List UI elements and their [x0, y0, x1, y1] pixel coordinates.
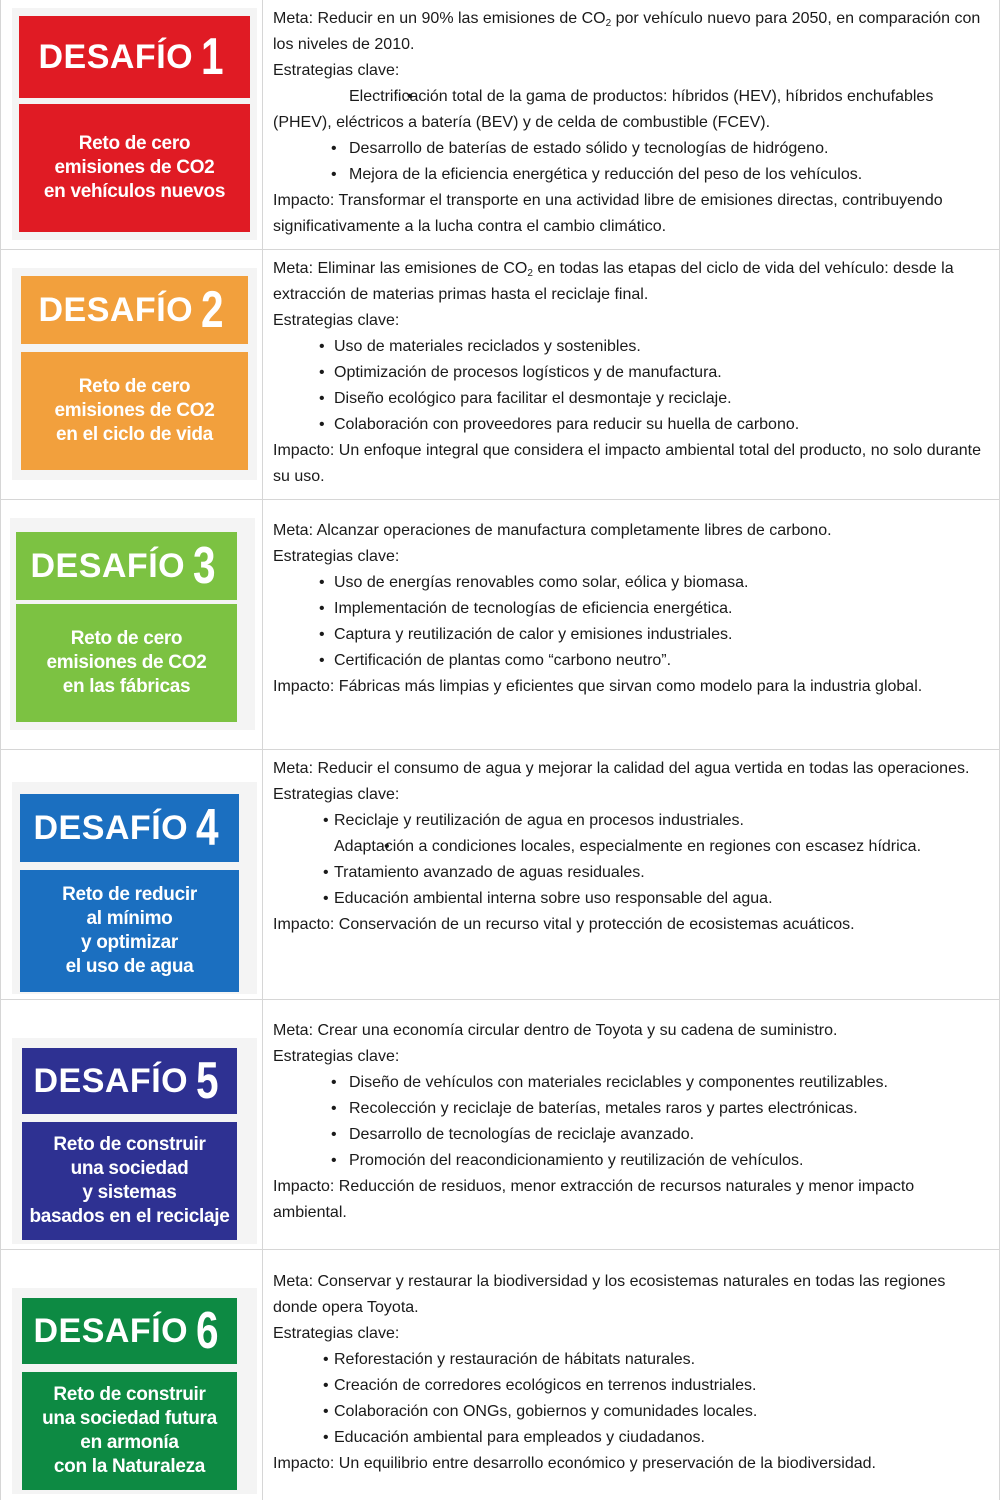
- badge-number: 5: [196, 1052, 220, 1110]
- badge-word: DESAFÍO: [30, 546, 186, 585]
- challenge-row-3: [1, 500, 1000, 750]
- challenge-description: [273, 256, 981, 499]
- challenge-description: [273, 1269, 981, 1500]
- strategy-item: • Implementación de tecnologías de eficiencia energética.: [273, 596, 981, 622]
- impact-text: Impacto: Conservación de un recurso vital y protección de ecosistemas acuáticos.: [273, 916, 855, 933]
- strategy-item: • Uso de energías renovables como solar, eólica y biomasa.: [273, 570, 981, 596]
- strategies-label: Estrategias clave:: [273, 312, 400, 329]
- strategy-item: • Promoción del reacondicionamiento y reutilización de vehículos.: [273, 1148, 981, 1174]
- strategies-list: [273, 1070, 981, 1174]
- badge-subtitle: Reto de construir una sociedad futura en armonía con la Naturaleza: [22, 1372, 237, 1490]
- strategy-item: • Certificación de plantas como “carbono neutro”.: [273, 648, 981, 674]
- strategies-label: Estrategias clave:: [273, 548, 400, 565]
- strategies-list: [273, 808, 981, 912]
- strategy-item: • Desarrollo de tecnologías de reciclaje avanzado.: [273, 1122, 981, 1148]
- strategies-list: [273, 84, 981, 188]
- badge-number: 4: [196, 799, 220, 857]
- impact-text: Impacto: Un enfoque integral que considera el impacto ambiental total del producto, no solo durante su uso.: [273, 442, 981, 485]
- strategies-label: Estrategias clave:: [273, 786, 400, 803]
- challenge-badge-cell: [1, 500, 263, 749]
- badge-word: DESAFÍO: [33, 1311, 189, 1350]
- strategies-label: Estrategias clave:: [273, 62, 400, 79]
- badge-title: [22, 1298, 237, 1364]
- badge-subtitle: Reto de cero emisiones de CO2 en el ciclo de vida: [21, 352, 248, 470]
- challenge-badge: [10, 518, 255, 730]
- badge-word: DESAFÍO: [33, 808, 189, 847]
- challenge-badge: [12, 782, 257, 994]
- strategy-item: • Colaboración con proveedores para reducir su huella de carbono.: [273, 412, 981, 438]
- strategy-item: • Diseño ecológico para facilitar el desmontaje y reciclaje.: [273, 386, 981, 412]
- badge-subtitle: Reto de reducir al mínimo y optimizar el uso de agua: [20, 870, 239, 992]
- badge-number: 3: [193, 537, 217, 595]
- impact-text: Impacto: Un equilibrio entre desarrollo económico y preservación de la biodiversidad.: [273, 1455, 876, 1472]
- challenge-row-5: [1, 1000, 1000, 1250]
- strategy-item: • Recolección y reciclaje de baterías, metales raros y partes electrónicas.: [273, 1096, 981, 1122]
- strategies-label: Estrategias clave:: [273, 1325, 400, 1342]
- goal-text: Meta: Crear una economía circular dentro de Toyota y su cadena de suministro.: [273, 1022, 838, 1039]
- strategy-item: • Creación de corredores ecológicos en terrenos industriales.: [273, 1373, 981, 1399]
- badge-title: [16, 532, 237, 600]
- strategy-item: • Reforestación y restauración de hábitats naturales.: [273, 1347, 981, 1373]
- badge-number: 6: [196, 1302, 220, 1360]
- challenge-badge: [12, 268, 257, 480]
- badge-title: [21, 276, 248, 344]
- badge-title: [22, 1048, 237, 1114]
- challenge-badge: [12, 8, 257, 240]
- challenge-row-2: [1, 250, 1000, 500]
- strategy-item: • Optimización de procesos logísticos y de manufactura.: [273, 360, 981, 386]
- challenge-badge-cell: [1, 1250, 263, 1500]
- challenge-badge: [12, 1038, 257, 1244]
- badge-number: 2: [201, 281, 225, 339]
- challenge-badge: [12, 1288, 257, 1494]
- strategy-item: • Reciclaje y reutilización de agua en procesos industriales.: [273, 808, 981, 834]
- challenge-badge-cell: [1, 250, 263, 499]
- challenge-badge-cell: [1, 1000, 263, 1249]
- badge-title: [19, 16, 250, 98]
- strategy-item: • Diseño de vehículos con materiales reciclables y componentes reutilizables.: [273, 1070, 981, 1096]
- strategy-item: • Desarrollo de baterías de estado sólido y tecnologías de hidrógeno.: [273, 136, 981, 162]
- challenge-badge-cell: [1, 750, 263, 999]
- challenge-row-4: [1, 750, 1000, 1000]
- impact-text: Impacto: Reducción de residuos, menor extracción de recursos naturales y menor impacto ambiental.: [273, 1178, 915, 1221]
- strategies-label: Estrategias clave:: [273, 1048, 400, 1065]
- strategy-item: • Colaboración con ONGs, gobiernos y comunidades locales.: [273, 1399, 981, 1425]
- strategy-item: • Educación ambiental interna sobre uso responsable del agua.: [273, 886, 981, 912]
- strategy-item: • Electrificación total de la gama de productos: híbridos (HEV), híbridos enchufables (PHEV), eléctricos a batería (BEV) y de celda de combustible (FCEV).: [273, 84, 981, 136]
- challenge-description: [273, 6, 981, 249]
- badge-word: DESAFÍO: [38, 290, 194, 329]
- challenge-row-1: [1, 0, 1000, 250]
- challenge-description: [273, 1018, 981, 1249]
- strategies-list: [273, 1347, 981, 1451]
- badge-subtitle: Reto de cero emisiones de CO2 en las fábricas: [16, 604, 237, 722]
- badge-subtitle: Reto de cero emisiones de CO2 en vehículos nuevos: [19, 104, 250, 232]
- strategy-item: • Educación ambiental para empleados y ciudadanos.: [273, 1425, 981, 1451]
- strategy-item: • Mejora de la eficiencia energética y reducción del peso de los vehículos.: [273, 162, 981, 188]
- badge-number: 1: [201, 28, 225, 86]
- goal-text: Meta: Reducir en un 90% las emisiones de $CO_2$ por vehículo nuevo para 2050, en comparación con los niveles de 2010.: [273, 10, 981, 53]
- strategies-list: [273, 570, 981, 674]
- challenge-description: [273, 756, 981, 999]
- challenge-badge-cell: [1, 0, 263, 249]
- strategy-item: • Adaptación a condiciones locales, especialmente en regiones con escasez hídrica.: [273, 834, 981, 860]
- strategy-item: • Uso de materiales reciclados y sostenibles.: [273, 334, 981, 360]
- goal-text: Meta: Alcanzar operaciones de manufactura completamente libres de carbono.: [273, 522, 832, 539]
- strategies-list: [273, 334, 981, 438]
- goal-text: Meta: Reducir el consumo de agua y mejorar la calidad del agua vertida en todas las operaciones.: [273, 760, 970, 777]
- impact-text: Impacto: Fábricas más limpias y eficientes que sirvan como modelo para la industria global.: [273, 678, 923, 695]
- goal-text: Meta: Eliminar las emisiones de $CO_2$ en todas las etapas del ciclo de vida del vehículo: desde la extracción de materias primas hasta el reciclaje final.: [273, 260, 954, 303]
- badge-subtitle: Reto de construir una sociedad y sistemas basados en el reciclaje: [22, 1122, 237, 1240]
- badge-word: DESAFÍO: [38, 37, 194, 76]
- goal-text: Meta: Conservar y restaurar la biodiversidad y los ecosistemas naturales en todas las regiones donde opera Toyota.: [273, 1273, 946, 1316]
- badge-word: DESAFÍO: [33, 1061, 189, 1100]
- badge-title: [20, 794, 239, 862]
- challenge-description: [273, 518, 981, 749]
- strategy-item: • Tratamiento avanzado de aguas residuales.: [273, 860, 981, 886]
- impact-text: Impacto: Transformar el transporte en una actividad libre de emisiones directas, contribuyendo significativamente a la lucha contra el cambio climático.: [273, 192, 943, 235]
- challenge-row-6: [1, 1250, 1000, 1500]
- strategy-item: • Captura y reutilización de calor y emisiones industriales.: [273, 622, 981, 648]
